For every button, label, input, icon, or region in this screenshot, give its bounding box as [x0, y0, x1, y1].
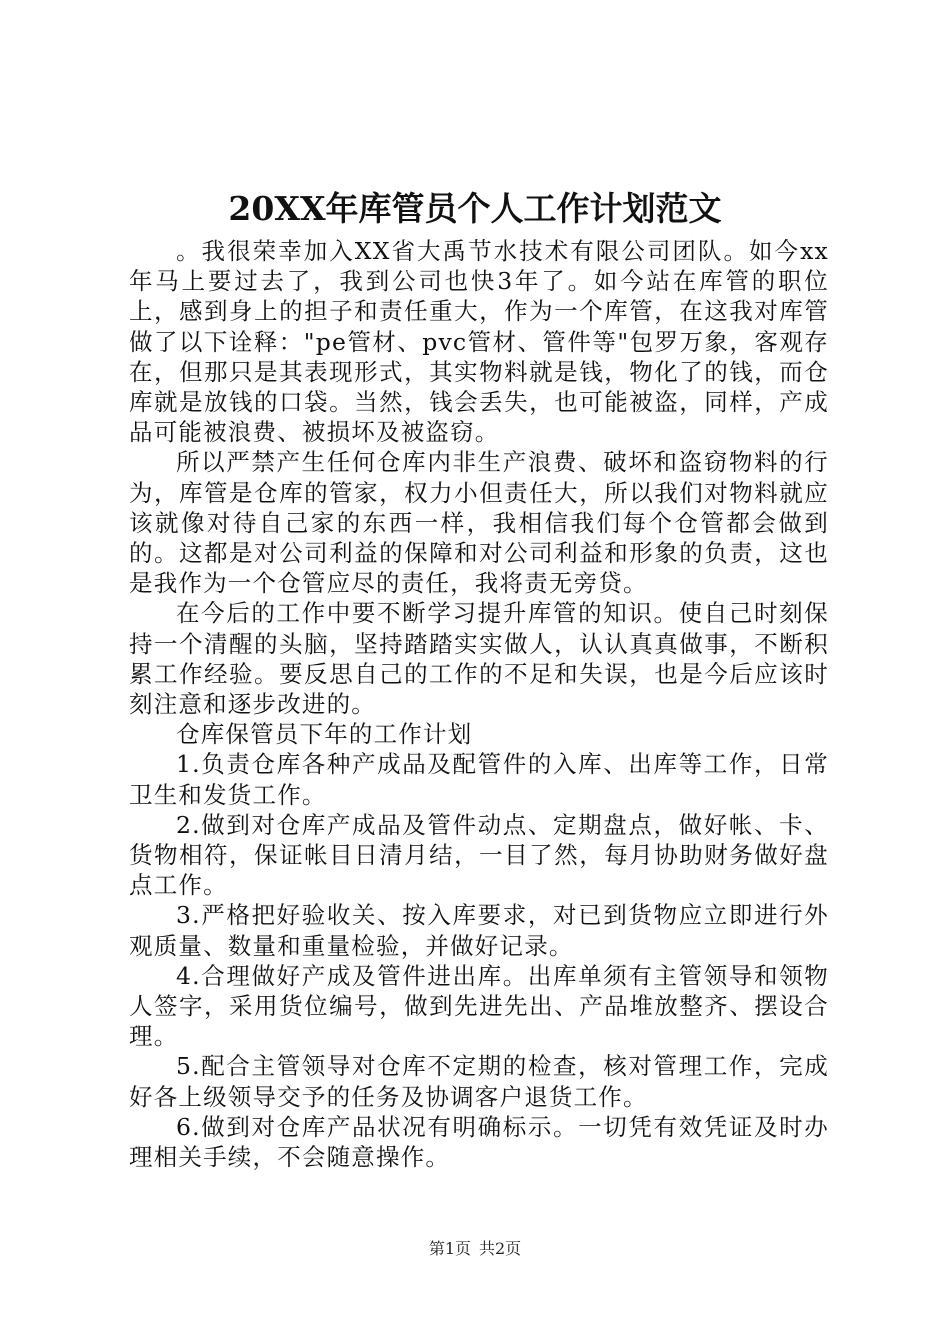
paragraph-improvement: 在今后的工作中要不断学习提升库管的知识。使自己时刻保持一个清醒的头脑，坚持踏踏实实做人，认认真真做事，不断积累工作经验。要反思自己的工作的不足和失误，也是今后应该时刻注意和逐步改进的。	[129, 599, 829, 719]
page-number: 第1页	[428, 1239, 471, 1258]
plan-item-4: 4.合理做好产成及管件进出库。出库单须有主管领导和领物人签字，采用货位编号，做到先进先出、产品堆放整齐、摆设合理。	[129, 961, 829, 1051]
page-total: 共2页	[479, 1239, 522, 1258]
paragraph-intro: 。我很荣幸加入XX省大禹节水技术有限公司团队。如今xx年马上要过去了，我到公司也快3年了。如今站在库管的职位上，感到身上的担子和责任重大，作为一个库管，在这我对库管做了以下诠释："pe管材、pvc管材、管件等"包罗万象，客观存在，但那只是其表现形式，其实物料就是钱，物化了的钱，而仓库就是放钱的口袋。当然，钱会丢失，也可能被盗，同样，产成品可能被浪费、被损坏及被盗窃。	[129, 237, 829, 447]
section-heading-plan: 仓库保管员下年的工作计划	[176, 720, 473, 749]
document-body	[129, 236, 829, 1172]
plan-item-1: 1.负责仓库各种产成品及配管件的入库、出库等工作，日常卫生和发货工作。	[129, 750, 829, 809]
page-footer	[0, 1238, 950, 1260]
document-title: 20XX年库管员个人工作计划范文	[228, 189, 722, 228]
plan-item-6: 6.做到对仓库产品状况有明确标示。一切凭有效凭证及时办理相关手续，不会随意操作。	[129, 1112, 829, 1172]
plan-item-3: 3.严格把好验收关、按入库要求，对已到货物应立即进行外观质量、数量和重量检验，并做好记录。	[129, 901, 829, 960]
plan-item-5: 5.配合主管领导对仓库不定期的检查，核对管理工作，完成好各上级领导交予的任务及协调客户退货工作。	[129, 1052, 829, 1111]
plan-item-2: 2.做到对仓库产成品及管件动点、定期盘点，做好帐、卡、货物相符，保证帐目日清月结，一目了然，每月协助财务做好盘点工作。	[129, 810, 829, 900]
paragraph-responsibility: 所以严禁产生任何仓库内非生产浪费、破坏和盗窃物料的行为，库管是仓库的管家，权力小但责任大，所以我们对物料就应该就像对待自己家的东西一样，我相信我们每个仓管都会做到的。这都是对公司利益的保障和对公司利益和形象的负责，这也是我作为一个仓管应尽的责任，我将责无旁贷。	[129, 448, 829, 598]
